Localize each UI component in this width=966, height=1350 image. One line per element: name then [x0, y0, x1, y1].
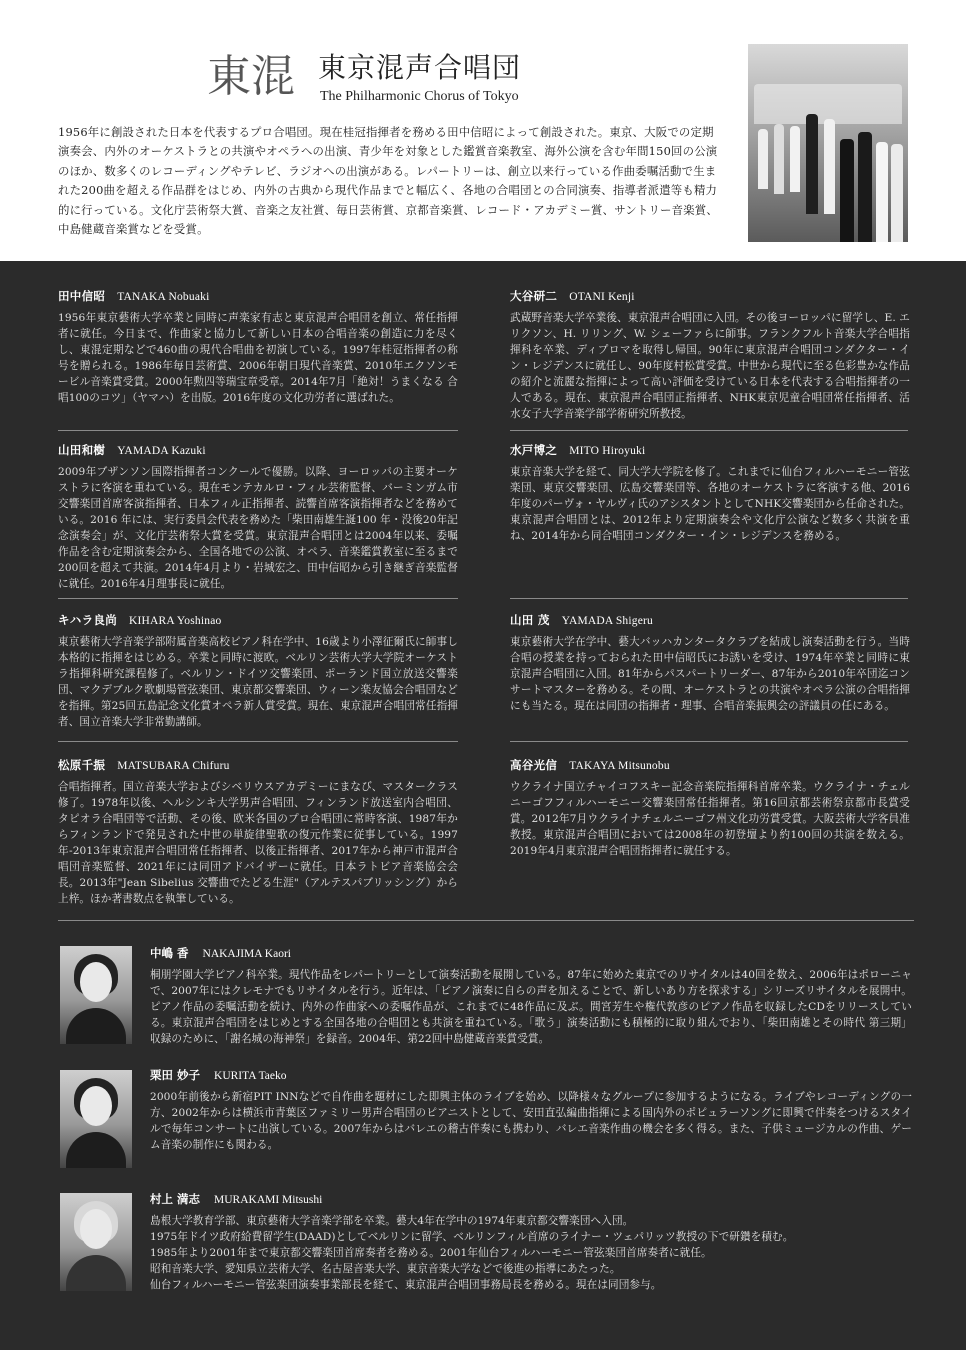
bio-heading	[150, 1192, 912, 1207]
bio-kurita	[150, 1068, 912, 1153]
divider	[510, 430, 908, 431]
divider	[510, 741, 908, 742]
org-name: 東京混声合唱団	[318, 51, 522, 84]
bio-tanaka	[58, 289, 458, 406]
bio-heading	[58, 443, 458, 458]
divider	[58, 741, 458, 742]
bio-name: 栗田 妙子	[150, 1068, 201, 1082]
bio-heading	[58, 613, 458, 628]
bio-heading	[510, 289, 910, 304]
bio-name-english: MATSUBARA Chifuru	[117, 760, 230, 772]
bio-text: 武蔵野音楽大学卒業後、東京混声合唱団に入団。その後ヨーロッパに留学し、E. エリクソン、H. リリング、W. シェーファらに師事。フランクフルト音楽大学合唱指揮科を卒業、ディプロマを取得し帰国。90年に東京混声合唱団コンダクター・イン・レジデンスに就任し、90年度村松賞受賞。中世から現代に至る色彩豊かな作品の紹介と流麗な指揮によって高い評価を受けている日本を代表する合唱指揮者の一人である。現在、東京混声合唱団正指揮者、NHK東京児童合唱団常任指揮者、活水女子大学音楽学部学術研究所教授。	[510, 312, 910, 420]
bio-yamada-shigeru	[510, 613, 910, 714]
divider	[58, 430, 458, 431]
bio-text-line: 島根大学教育学部、東京藝術大学音楽学部を卒業。藝大4年在学中の1974年東京都交響楽団へ入団。	[150, 1215, 634, 1227]
bio-name-english: TAKAYA Mitsunobu	[569, 760, 670, 772]
bio-heading	[150, 946, 912, 961]
bio-name-english: OTANI Kenji	[569, 291, 635, 303]
bio-name-english: KIHARA Yoshinao	[129, 615, 222, 627]
section-divider	[58, 920, 914, 921]
bio-name: 松原千振	[58, 758, 106, 772]
bio-text-line: 昭和音楽大学、愛知県立芸術大学、名古屋音楽大学、東京音楽大学などで後進の指導にあたった。	[150, 1263, 621, 1275]
bio-name: 大谷研二	[510, 289, 558, 303]
bio-text: 東京音楽大学を経て、同大学大学院を修了。これまでに仙台フィルハーモニー管弦楽団、東京交響楽団、広島交響楽団等、各地のオーケストラに客演する他、2016年度のパーヴォ・ヤルヴィ氏のアシスタントとしてNHK交響楽団から任命された。東京混声合唱団とは、2012年より定期演奏会や文化庁公演など数多く共演を重ね、2014年から同合唱団コンダクター・イン・レジデンスを務める。	[510, 466, 910, 542]
bio-text-line: 1975年ドイツ政府給費留学生(DAAD)としてベルリンに留学、ベルリンフィル首席のライナー・ツェパリッツ教授の下で研鑽を積む。	[150, 1231, 794, 1243]
bio-name-english: YAMADA Shigeru	[561, 615, 654, 627]
bio-text: 桐朋学園大学ピアノ科卒業。現代作品をレパートリーとして演奏活動を展開している。87年に始めた東京でのリサイタルは40回を数え、2006年はポローニャで、2007年にはクレモナでもリサイタルを行う。近年は、「ピアノ演奏に自らの声を加えることで、新しいあり方を探求する」シリーズリサイタルを展開中。ピアノ作品の委嘱活動を続け、内外の作曲家への委嘱作品が、これまでに48作品に及ぶ。間宮芳生や権代敦彦のピアノ作品を収録したCDをリリースしている。東京混声合唱団をはじめとする全国各地の合唱団とも共演を重ねている。「歌う」演奏活動にも積極的に取り組んでおり、「柴田南雄とその時代 第三期」収録のために、「謝名城の海神祭」を録音。2004年、第22回中島健蔵音楽賞受賞。	[150, 969, 912, 1045]
bio-name-english: NAKAJIMA Kaori	[202, 948, 291, 960]
bio-murakami	[150, 1192, 912, 1293]
bio-text: 東京藝術大学在学中、藝大バッハカンタータクラブを結成し演奏活動を行う。当時合唱の授業を持っておられた田中信昭氏にお誘いを受け、1974年卒業と同時に東京混声合唱団に入団。81年からパスパートリーダー、87年から2010年卒団迄コンサートマスターを務める。その間、オーケストラとの共演やオペラ公演の合唱指揮にも当たる。現在は同団の指揮者・理事、合唱音楽振興会の評議員の任にある。	[510, 636, 910, 712]
portrait-nakajima	[60, 946, 132, 1044]
bio-name-english: TANAKA Nobuaki	[117, 291, 210, 303]
header-section	[0, 0, 966, 261]
bio-heading	[510, 758, 910, 773]
logo-mark: 東混	[207, 51, 295, 102]
bio-text-line: 1985年より2001年まで東京都交響楽団首席奏者を務める。2001年仙台フィルハーモニー管弦楽団首席奏者に就任。	[150, 1247, 712, 1259]
bio-name: 中嶋 香	[150, 946, 189, 960]
bio-text: 2000年前後から新宿PIT INNなどで自作曲を題材にした即興主体のライブを始め、以降様々なグループに参加するようになる。ライブやレコーディングの一方、2002年からは横浜市青葉区ファミリー男声合唱団のピアニストとして、安田直弘編曲指揮による国内外のポピュラーソングに即興で伴奏をつけるスタイルで毎年コンサートに出演している。2007年からはバレエの稽古伴奏にも携わり、バレエ音楽作曲の機会を多く得る。また、子供ミュージカルの作曲、ゲーム音楽の制作にも関わる。	[150, 1091, 912, 1151]
portrait-kurita	[60, 1070, 132, 1168]
bio-otani	[510, 289, 910, 422]
bio-name: 山田 茂	[510, 613, 550, 627]
bio-text-line: 仙台フィルハーモニー管弦楽団演奏事業部長を経て、東京混声合唱団事務局長を務める。現在は同団参与。	[150, 1279, 662, 1291]
bio-heading	[150, 1068, 912, 1083]
bio-heading	[510, 443, 910, 458]
bio-name: 村上 満志	[150, 1192, 201, 1206]
bio-name: 田中信昭	[58, 289, 106, 303]
bio-name: 水戸博之	[510, 443, 558, 457]
bio-name: キハラ良尚	[58, 613, 117, 627]
bio-name-english: YAMADA Kazuki	[117, 445, 206, 457]
bio-text: 東京藝術大学音楽学部附属音楽高校ピアノ科在学中、16歳より小澤征爾氏に師事し本格的に指揮をはじめる。卒業と同時に渡欧。ベルリン芸術大学大学院オーケストラ指揮科研究課程修了。ベルリン・ドイツ交響楽団、ポーランド国立放送交響楽団、マクデブルク歌劇場管弦楽団、東京都交響楽団、ウィーン楽友協会合唱団などを指揮。第25回五島記念文化賞オペラ新人賞受賞。現在、東京混声合唱団常任指揮者、国立音楽大学非常勤講師。	[58, 636, 458, 728]
bio-yamada-kazuki	[58, 443, 458, 592]
bio-text: ウクライナ国立チャイコフスキー記念音楽院指揮科首席卒業。ウクライナ・チェルニーゴフフィルハーモニー交響楽団常任指揮者。第16回京都芸術祭京都市長賞受賞。2012年7月ウクライナチェルニーゴフ州文化功労賞受賞。大阪芸術大学客員准教授。東京混声合唱団においては2008年の初登壇より約100回の共演を数える。2019年4月東京混声合唱団指揮者に就任する。	[510, 781, 910, 857]
org-description: 1956年に創設された日本を代表するプロ合唱団。現在桂冠指揮者を務める田中信昭によって創設された。東京、大阪での定期演奏会、内外のオーケストラとの共演やオペラへの出演、青少年を対象とした鑑賞音楽教室、海外公演を含む年間150回の公演のほか、数多くのレコーディングやテレビ、ラジオへの出演がある。レパートリーは、創立以来行っている作曲委嘱活動で生まれた200曲を超える作品群をはじめ、内外の古典から現代作品までと幅広く、各地の合唱団との合同演奏、指導者派遣等も精力的に行っている。文化庁芸術祭大賞、音楽之友社賞、毎日芸術賞、京都音楽賞、レコード・アカデミー賞、サントリー音楽賞、中島健蔵音楽賞などを受賞。	[58, 125, 718, 237]
bio-heading	[58, 758, 458, 773]
portrait-murakami	[60, 1193, 132, 1291]
bio-matsubara	[58, 758, 458, 907]
divider	[58, 598, 458, 599]
choir-group-photo	[748, 44, 908, 242]
bio-heading	[510, 613, 910, 628]
bio-name: 山田和樹	[58, 443, 106, 457]
divider	[510, 598, 908, 599]
bio-text: 1956年東京藝術大学卒業と同時に声楽家有志と東京混声合唱団を創立、常任指揮者に就任。今日まで、作曲家と協力して新しい日本の合唱音楽の創造に力を尽くし、東混定期などで460曲の現代合唱曲を初演している。1997年桂冠指揮者の称号を贈られる。1986年毎日芸術賞、2006年朝日現代音楽賞、2010年エクソンモービル音楽賞受賞。2000年勲四等瑞宝章受章。2014年7月「絶対！うまくなる 合唱100のコツ」（ヤマハ）を出版。2016年度の文化功労者に選ばれた。	[58, 312, 458, 404]
bio-heading	[58, 289, 458, 304]
bio-nakajima	[150, 946, 912, 1047]
bio-kihara	[58, 613, 458, 730]
bio-takaya	[510, 758, 910, 859]
bio-name-english: MITO Hiroyuki	[569, 445, 646, 457]
org-name-english: The Philharmonic Chorus of Tokyo	[320, 89, 519, 104]
bio-name-english: MURAKAMI Mitsushi	[214, 1194, 323, 1206]
bio-name-english: KURITA Taeko	[214, 1070, 287, 1082]
bio-mito	[510, 443, 910, 544]
bio-text: 2009年ブザンソン国際指揮者コンクールで優勝。以降、ヨーロッパの主要オーケストラに客演を重ねている。現在モンテカルロ・フィル芸術監督、バーミンガム市交響楽団首席客演指揮者、日本フィル正指揮者、読響首席客演指揮者などを務めている。2016 年には、実行委員会代表を務めた「柴田南雄生誕100 年・没後20年記念演奏会」が、文化庁芸術祭大賞を受賞。東京混声合唱団とは2004年以来、委嘱作品を含む定期演奏会から、全国各地での公演、オペラ、音楽鑑賞教室に至るまで200回を超えて共演。2014年4月より・岩城宏之、田中信昭から引き継ぎ音楽監督に就任。2016年4月理事長に就任。	[58, 466, 458, 590]
bio-name: 高谷光信	[510, 758, 558, 772]
bio-text: 合唱指揮者。国立音楽大学およびシベリウスアカデミーにまなび、マスタークラス修了。1978年以後、ヘルシンキ大学男声合唱団、フィンランド放送室内合唱団、タピオラ合唱団等で活動、その後、欧米各国のプロ合唱団に常時客演、1987年からフィンランドで発見された中世の単旋律聖歌の復元作業に従事している。1997年-2013年東京混声合唱団常任指揮者、以後正指揮者、2017年から神戸市混声合唱団音楽監督、2021年には同団アドバイザーに就任。日本ラトビア音楽協会会長。2013年"Jean Sibelius 交響曲でたどる生涯"（アルテスパブリッシング）から上梓。ほか著書数点を執筆している。	[58, 781, 458, 905]
